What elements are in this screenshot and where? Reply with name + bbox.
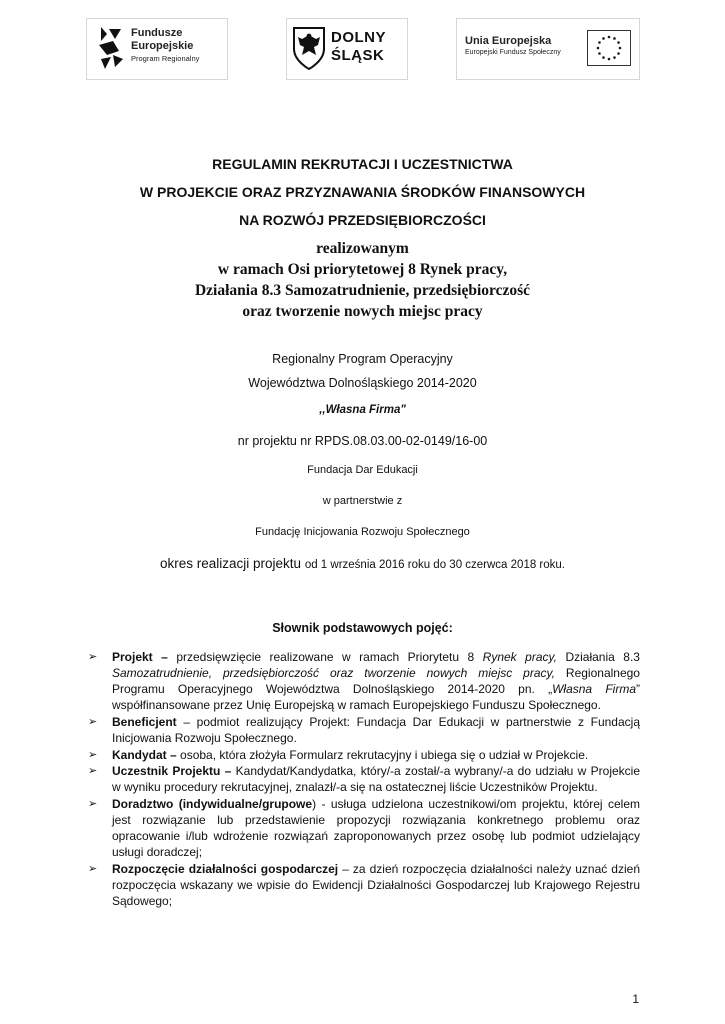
- ue-line2: Europejski Fundusz Społeczny: [465, 49, 561, 56]
- subtitle-line-3: Działania 8.3 Samozatrudnienie, przedsiębiorczość: [194, 282, 531, 299]
- ds-line1: DOLNY: [331, 29, 386, 46]
- eu-star-icon: [617, 41, 620, 44]
- eu-star-icon: [608, 36, 611, 39]
- definition-beneficjent: [88, 714, 640, 746]
- definition-doradztwo: [88, 796, 640, 860]
- eu-star-icon: [617, 52, 620, 55]
- eu-star-icon: [608, 58, 611, 61]
- definition-italic: Samozatrudnienie, przedsiębiorczość oraz tworzenie nowych miejsc pracy,: [112, 666, 555, 681]
- definition-term: Uczestnik Projektu –: [112, 764, 232, 779]
- definition-text: – za dzień rozpoczęcia działalności należy uznać dzień rozpoczęcia wskazany we wpisie do Ewidencji Działalności Gospodarczej lub Krajowego Rejestru Sądowego;: [112, 861, 640, 908]
- partnership-label: w partnerstwie z: [322, 495, 403, 507]
- definition-rozpoczecie: [88, 861, 640, 909]
- eu-star-icon: [613, 37, 616, 40]
- definition-italic: Własna Firma: [552, 682, 636, 697]
- program-line-2: Województwa Dolnośląskiego 2014-2020: [248, 376, 477, 390]
- partner-name: Fundację Inicjowania Rozwoju Społecznego: [255, 526, 470, 538]
- arrow-bullet-icon: ➢: [88, 862, 98, 875]
- definition-term: Projekt –: [112, 650, 168, 664]
- definition-text: Kandydat/Kandydatka, który/-a został/-a wybrany/-a do udziału w Projekcie w wyniku procedury rekrutacyjnej, znalazł/-a się na ostatecznej liście Uczestników Projektu.: [112, 764, 640, 795]
- fe-star-mark-icon: [95, 25, 125, 71]
- arrow-bullet-icon: ➢: [88, 797, 98, 810]
- document-title: [0, 150, 725, 234]
- title-line-2: W PROJEKCIE ORAZ PRZYZNAWANIA ŚRODKÓW FINANSOWYCH: [139, 184, 586, 200]
- period-label: okres realizacji projektu: [160, 556, 305, 571]
- eagle-shield-icon: [291, 25, 327, 71]
- ds-line2: ŚLĄSK: [331, 47, 385, 64]
- title-line-1: REGULAMIN REKRUTACJI I UCZESTNICTWA: [212, 156, 513, 172]
- definition-text: osoba, która złożyła Formularz rekrutacyjny i ubiega się o udział w Projekcie.: [176, 747, 589, 762]
- program-line-1: Regionalny Program Operacyjny: [272, 352, 453, 366]
- ue-logo-text: [465, 35, 561, 58]
- organization-name: Fundacja Dar Edukacji: [307, 464, 418, 476]
- definition-text: przedsięwzięcie realizowane w ramach Priorytetu 8: [167, 650, 483, 664]
- arrow-bullet-icon: ➢: [88, 748, 98, 761]
- fe-line2: Europejskie: [131, 40, 194, 52]
- definition-text: Działania 8.3: [556, 650, 640, 664]
- definition-term: Kandydat –: [112, 747, 177, 762]
- project-period: [0, 556, 725, 571]
- title-line-3: NA ROZWÓJ PRZEDSIĘBIORCZOŚCI: [239, 212, 486, 228]
- arrow-bullet-icon: ➢: [88, 651, 98, 663]
- eu-star-icon: [619, 47, 622, 50]
- period-dates: od 1 września 2016 roku do 30 czerwca 2018 roku.: [304, 559, 565, 571]
- eu-star-icon: [613, 56, 616, 59]
- eu-star-icon: [602, 56, 605, 59]
- definition-term: Doradztwo (indywidualne/grupowe: [112, 796, 313, 811]
- program-name: [0, 347, 725, 395]
- dolny-slask-logo: [286, 18, 408, 80]
- subtitle-line-4: oraz tworzenie nowych miejsc pracy: [242, 303, 483, 320]
- project-number: nr projektu nr RPDS.08.03.00-02-0149/16-00: [237, 434, 488, 448]
- fe-line1: Fundusze: [131, 27, 183, 39]
- page-number: 1: [632, 992, 639, 1006]
- ds-logo-text: [331, 29, 386, 65]
- definitions-list: [88, 649, 640, 910]
- definition-uczestnik: [88, 763, 640, 795]
- definition-projekt: [88, 649, 640, 713]
- unia-europejska-logo: [456, 18, 640, 80]
- definition-term: Rozpoczęcie działalności gospodarczej: [112, 861, 339, 876]
- eu-star-icon: [598, 41, 601, 44]
- definition-text: ) - usługa udzielona uczestnikowi/om projektu, której celem jest rozwiązanie lub przedstawienie propozycji rozwiązania konkretnego problemu oraz opracowanie i/lub wdrożenie rozwiązań zaproponowanych przez osobę lub podmiot udzielający usługi doradczej;: [112, 796, 641, 860]
- definition-text: – podmiot realizujący Projekt: Fundacja Dar Edukacji w partnerstwie z Fundacją Inicjowania Rozwoju Społecznego.: [112, 714, 640, 745]
- subtitle-line-2: w ramach Osi priorytetowej 8 Rynek pracy,: [217, 261, 508, 278]
- definition-term: Beneficjent: [112, 714, 177, 729]
- ue-line1: Unia Europejska: [465, 35, 552, 47]
- definition-text: Regionalnego Programu Operacyjnego Województwa Dolnośląskiego 2014-2020 pn. „: [112, 666, 640, 697]
- eu-star-icon: [597, 47, 600, 50]
- subtitle-line-1: realizowanym: [316, 240, 409, 257]
- eu-flag-icon: [587, 30, 631, 66]
- definition-italic: Rynek pracy,: [482, 650, 557, 664]
- definition-text: ” współfinansowane przez Unię Europejską w ramach Europejskiego Funduszu Społecznego.: [112, 682, 640, 713]
- glossary-heading: Słownik podstawowych pojęć:: [272, 621, 453, 635]
- arrow-bullet-icon: ➢: [88, 765, 98, 778]
- eu-star-icon: [598, 52, 601, 55]
- project-name: ,,Własna Firma": [319, 404, 406, 416]
- arrow-bullet-icon: ➢: [88, 715, 98, 728]
- fundusze-europejskie-logo: [86, 18, 228, 80]
- logo-bar: [0, 18, 725, 80]
- fe-line3: Program Regionalny: [131, 54, 200, 63]
- eu-star-icon: [602, 37, 605, 40]
- definition-kandydat: [88, 747, 640, 763]
- document-subtitle: [0, 238, 725, 322]
- fe-logo-text: [131, 27, 199, 64]
